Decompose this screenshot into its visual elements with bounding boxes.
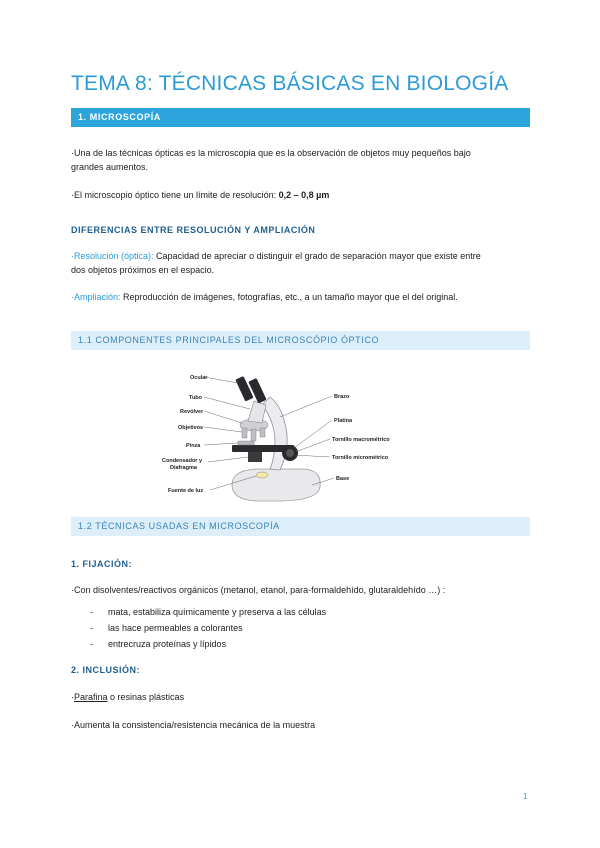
objective-lens <box>260 428 265 437</box>
paragraph-parafina <box>71 690 536 704</box>
paragraph-text: o resinas plásticas <box>107 692 185 702</box>
label-revolver: Revólver <box>180 409 204 415</box>
label-platina: Platina <box>334 418 353 424</box>
subheading-differences: DIFERENCIAS ENTRE RESOLUCIÓN Y AMPLIACIÓN <box>71 225 316 235</box>
label-fuente-de-luz: Fuente de luz <box>168 488 204 494</box>
microscope-base <box>232 469 320 501</box>
section-heading-microscopia: 1. MICROSCOPÍA <box>71 108 530 127</box>
label-base: Base <box>336 476 350 482</box>
label-ocular: Ocular <box>190 375 208 381</box>
paragraph-consistencia: ·Aumenta la consistencia/resistencia mecánica de la muestra <box>71 720 316 730</box>
eyepiece <box>235 376 253 402</box>
section-heading-components: 1.1 COMPONENTES PRINCIPALES DEL MICROSCÓPIO ÓPTICO <box>71 331 530 350</box>
term-parafina: Parafina <box>74 692 108 702</box>
label-diafragma: Diafragma <box>170 465 197 471</box>
paragraph-resolution-limit <box>71 188 536 202</box>
label-tubo: Tubo <box>189 395 203 401</box>
list-item: - las hace permeables a colorantes <box>90 623 243 633</box>
paragraph-line: ·Una de las técnicas ópticas es la microscopia que es la observación de objetos muy pequeños bajo <box>71 148 471 158</box>
page-number: 1 <box>523 792 528 801</box>
bullet-prefix: · <box>71 692 74 702</box>
list-item: - mata, estabiliza químicamente y preserva a las células <box>90 607 327 617</box>
label-objetivos: Objetivos <box>178 425 204 431</box>
term-amplification: ·Ampliación: <box>71 292 121 302</box>
definition-text: Capacidad de apreciar o distinguir el grado de separación mayor que existe entre <box>153 251 481 261</box>
paragraph-microscopia <box>71 146 536 174</box>
label-condensador: Condensador y <box>162 458 203 464</box>
paragraph-fijacion: ·Con disolventes/reactivos orgánicos (metanol, etanol, para-formaldehído, glutaraldehído …) : <box>71 585 446 595</box>
objective-lens <box>251 429 256 441</box>
microscope-arm <box>262 397 287 470</box>
page-title: TEMA 8: TÉCNICAS BÁSICAS EN BIOLOGÍA <box>71 72 509 95</box>
label-tornillo-micrometrico: Tornillo micrométrico <box>332 455 389 461</box>
subheading-inclusion: 2. INCLUSIÓN: <box>71 665 141 675</box>
paragraph-resolution <box>71 249 536 277</box>
definition-text: dos objetos próximos en el espacio. <box>71 265 215 275</box>
subheading-fijacion: 1. FIJACIÓN: <box>71 559 133 569</box>
definition-text: Reproducción de imágenes, fotografías, etc., a un tamaño mayor que el del original. <box>120 292 458 302</box>
resolution-value: 0,2 – 0,8 µm <box>278 190 330 200</box>
list-item: - entrecruza proteínas y lípidos <box>90 639 227 649</box>
list-item-text: mata, estabiliza químicamente y preserva a las células <box>108 607 327 617</box>
list-item-text: las hace permeables a colorantes <box>108 623 243 633</box>
paragraph-text: ·El microscopio óptico tiene un límite de resolución: <box>71 190 279 200</box>
light-source <box>256 472 268 478</box>
eyepiece <box>248 378 266 404</box>
condenser <box>248 452 262 462</box>
paragraph-amplification <box>71 290 536 304</box>
stage-clip <box>238 441 254 445</box>
term-resolution: ·Resolución (óptica): <box>71 251 154 261</box>
microscope-diagram <box>162 365 402 515</box>
objective-lens <box>242 428 247 438</box>
label-pinza: Pinza <box>186 443 201 449</box>
section-heading-techniques: 1.2 TÉCNICAS USADAS EN MICROSCOPÍA <box>71 517 530 536</box>
label-brazo: Brazo <box>334 394 350 400</box>
paragraph-line: grandes aumentos. <box>71 162 149 172</box>
fine-focus-knob <box>286 449 294 457</box>
label-tornillo-macrometrico: Tornillo macrométrico <box>332 437 390 443</box>
list-item-text: entrecruza proteínas y lípidos <box>108 639 227 649</box>
tube <box>248 401 266 423</box>
